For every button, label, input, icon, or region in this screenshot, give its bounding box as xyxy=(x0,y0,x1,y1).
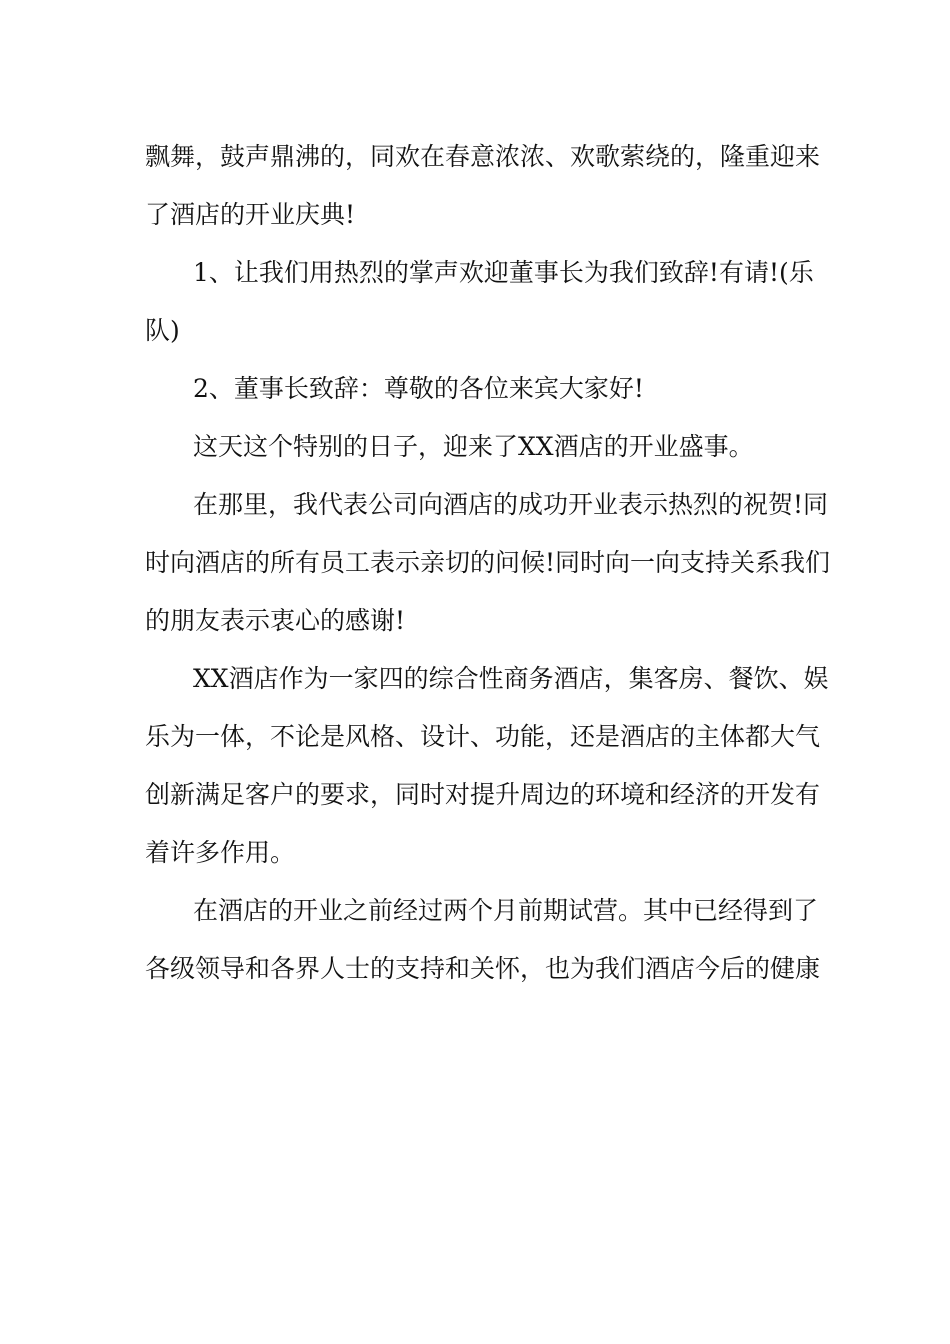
text-line: 创新满足客户的要求，同时对提升周边的环境和经济的开发有 xyxy=(145,780,821,809)
document-body xyxy=(145,128,831,998)
text-line: 乐为一体，不论是风格、设计、功能，还是酒店的主体都大气 xyxy=(145,722,821,751)
text-line: 这天这个特别的日子，迎来了XX酒店的开业盛事。 xyxy=(193,432,754,461)
text-line: 在那里，我代表公司向酒店的成功开业表示热烈的祝贺!同 xyxy=(193,490,829,519)
text-line: 队) xyxy=(145,316,180,345)
text-line: 时向酒店的所有员工表示亲切的问候!同时向一向支持关系我们 xyxy=(145,548,831,577)
text-line: XX酒店作为一家四的综合性商务酒店，集客房、餐饮、娱 xyxy=(193,664,829,693)
text-line: 飘舞，鼓声鼎沸的，同欢在春意浓浓、欢歌萦绕的，隆重迎来 xyxy=(145,142,821,171)
text-line: 2、董事长致辞：尊敬的各位来宾大家好! xyxy=(193,374,644,403)
text-line: 着许多作用。 xyxy=(145,838,296,867)
text-line: 各级领导和各界人士的支持和关怀，也为我们酒店今后的健康 xyxy=(145,954,821,983)
text-line: 在酒店的开业之前经过两个月前期试营。其中已经得到了 xyxy=(193,896,819,925)
text-line: 的朋友表示衷心的感谢! xyxy=(145,606,406,635)
text-line: 1、让我们用热烈的掌声欢迎董事长为我们致辞!有请!(乐 xyxy=(193,258,814,287)
text-line: 了酒店的开业庆典! xyxy=(145,200,356,229)
